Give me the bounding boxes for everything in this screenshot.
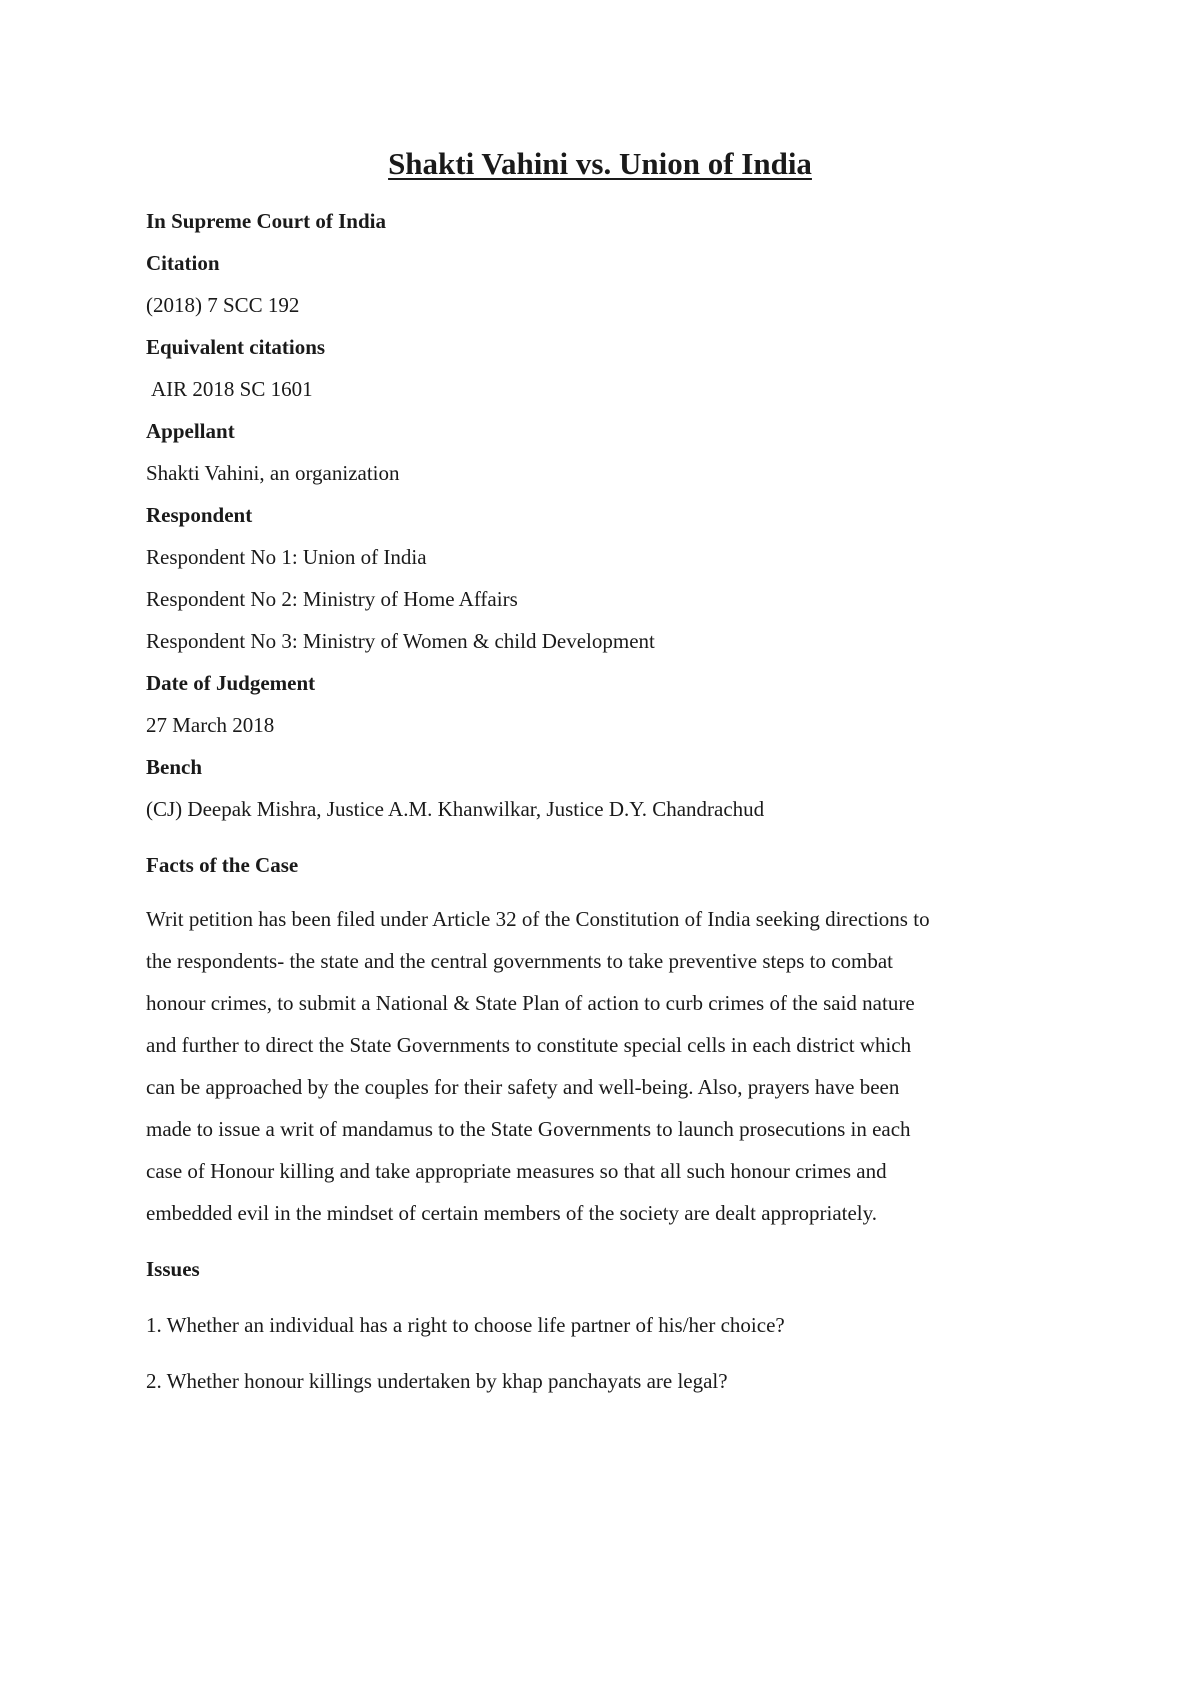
court-name: In Supreme Court of India xyxy=(146,209,386,233)
facts-line: embedded evil in the mindset of certain members of the society are dealt appropriately. xyxy=(146,1201,878,1225)
issue-item: 2. Whether honour killings undertaken by khap panchayats are legal? xyxy=(146,1369,728,1393)
facts-line: case of Honour killing and take appropriate measures so that all such honour crimes and xyxy=(146,1159,887,1183)
facts-line: made to issue a writ of mandamus to the State Governments to launch prosecutions in each xyxy=(146,1117,911,1141)
issues-heading: Issues xyxy=(146,1257,200,1281)
facts-line: honour crimes, to submit a National & State Plan of action to curb crimes of the said nature xyxy=(146,991,915,1015)
date-of-judgement-value: 27 March 2018 xyxy=(146,713,275,737)
bench-label: Bench xyxy=(146,755,203,779)
respondent-item: Respondent No 2: Ministry of Home Affairs xyxy=(146,587,518,611)
citation-value: (2018) 7 SCC 192 xyxy=(146,293,300,317)
respondent-item: Respondent No 1: Union of India xyxy=(146,545,427,569)
bench-value: (CJ) Deepak Mishra, Justice A.M. Khanwilkar, Justice D.Y. Chandrachud xyxy=(146,797,765,821)
document-body xyxy=(146,200,1076,1402)
date-of-judgement-label: Date of Judgement xyxy=(146,671,316,695)
facts-line: and further to direct the State Governments to constitute special cells in each district which xyxy=(146,1033,912,1057)
respondent-label: Respondent xyxy=(146,503,253,527)
respondent-item: Respondent No 3: Ministry of Women & child Development xyxy=(146,629,655,653)
facts-paragraph xyxy=(146,898,1076,1234)
page-title: Shakti Vahini vs. Union of India xyxy=(388,146,812,181)
facts-line: the respondents- the state and the central governments to take preventive steps to combat xyxy=(146,949,894,973)
equivalent-citations-label: Equivalent citations xyxy=(146,335,326,359)
appellant-value: Shakti Vahini, an organization xyxy=(146,461,400,485)
facts-line: can be approached by the couples for their safety and well-being. Also, prayers have been xyxy=(146,1075,900,1099)
issue-item: 1. Whether an individual has a right to choose life partner of his/her choice? xyxy=(146,1313,785,1337)
facts-line: Writ petition has been filed under Article 32 of the Constitution of India seeking directions to xyxy=(146,907,930,931)
equivalent-citations-value: AIR 2018 SC 1601 xyxy=(151,377,313,401)
citation-label: Citation xyxy=(146,251,220,275)
appellant-label: Appellant xyxy=(146,419,235,443)
facts-heading: Facts of the Case xyxy=(146,853,299,877)
